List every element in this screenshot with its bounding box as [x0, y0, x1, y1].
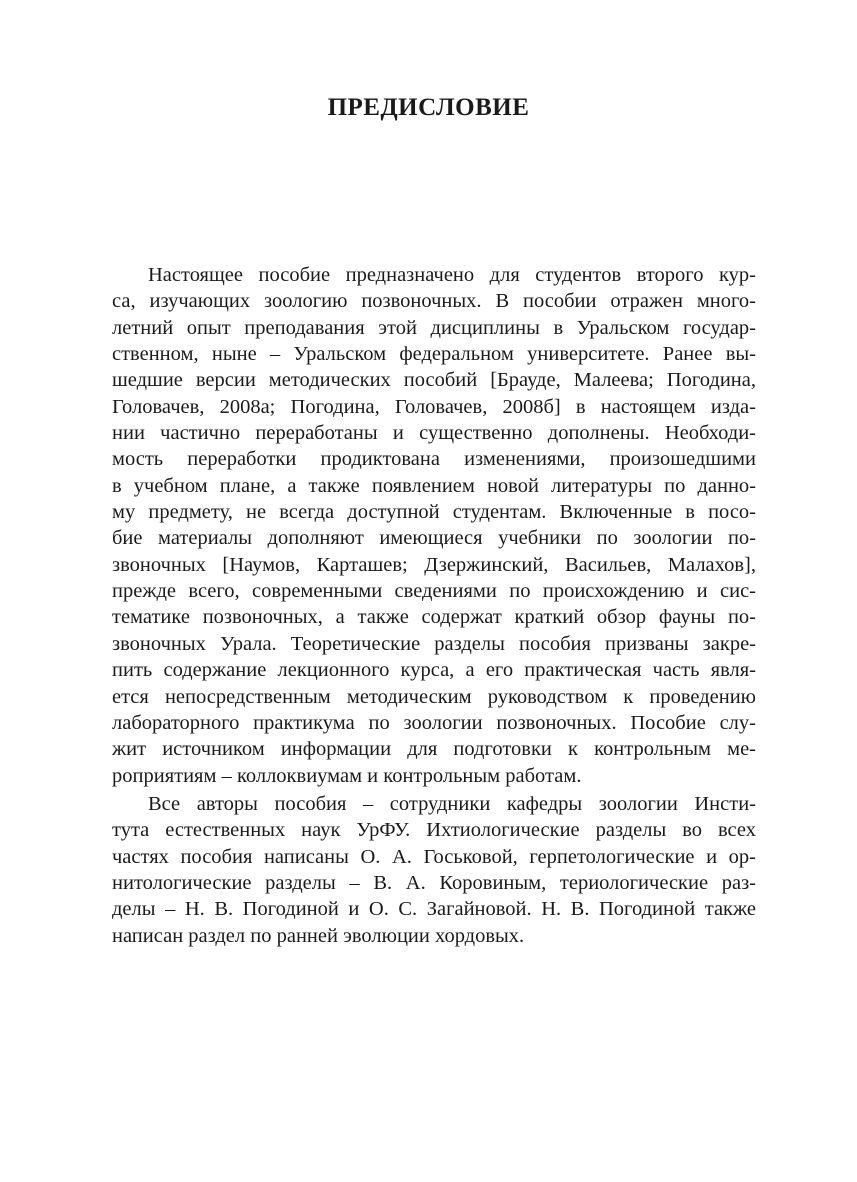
- text-line: мость переработки продиктована изменениями, произошедшими: [112, 448, 756, 471]
- text-line: ственном, ныне – Уральском федеральном университете. Ранее вы-: [112, 343, 756, 366]
- text-line: са, изучающих зоологию позвоночных. В пособии отражен много-: [112, 290, 756, 313]
- paragraph: [112, 262, 756, 789]
- text-line: тута естественных наук УрФУ. Ихтиологические разделы во всех: [112, 819, 756, 842]
- preface-body: [112, 262, 756, 949]
- text-line: роприятиям – коллоквиумам и контрольным работам.: [112, 764, 582, 787]
- text-line: звоночных Урала. Теоретические разделы пособия призваны закре-: [112, 632, 756, 655]
- text-line: написан раздел по ранней эволюции хордовых.: [112, 924, 525, 947]
- text-line: нии частично переработаны и существенно дополнены. Необходи-: [112, 422, 756, 445]
- paragraph: [112, 791, 756, 949]
- text-line: жит источником информации для подготовки к контрольным ме-: [112, 738, 756, 761]
- text-line: лабораторного практикума по зоологии позвоночных. Пособие слу-: [112, 711, 756, 734]
- text-line: Все авторы пособия – сотрудники кафедры зоологии Инсти-: [148, 792, 756, 815]
- text-line: Настоящее пособие предназначено для студентов второго кур-: [148, 264, 756, 286]
- text-line: ется непосредственным методическим руководством к проведению: [112, 685, 756, 708]
- text-line: Головачев, 2008а; Погодина, Головачев, 2008б] в настоящем изда-: [112, 395, 756, 418]
- text-line: прежде всего, современными сведениями по происхождению и сис-: [112, 580, 756, 603]
- text-line: пить содержание лекционного курса, а его практическая часть явля-: [112, 659, 756, 682]
- text-line: летний опыт преподавания этой дисциплины в Уральском государ-: [112, 316, 756, 339]
- text-line: частях пособия написаны О. А. Госьковой, герпетологические и ор-: [112, 845, 756, 868]
- text-line: в учебном плане, а также появлением новой литературы по данно-: [112, 474, 756, 497]
- text-line: бие материалы дополняют имеющиеся учебники по зоологии по-: [112, 527, 756, 550]
- text-line: нитологические разделы – В. А. Коровиным, териологические раз-: [112, 871, 756, 894]
- text-line: шедшие версии методических пособий [Брауде, Малеева; Погодина,: [112, 369, 756, 392]
- page-title: ПРЕДИСЛОВИЕ: [327, 94, 530, 121]
- text-line: му предмету, не всегда доступной студентам. Включенные в посо-: [112, 501, 756, 524]
- text-line: звоночных [Наумов, Карташев; Дзержинский, Васильев, Малахов],: [112, 553, 756, 576]
- text-line: тематике позвоночных, а также содержат краткий обзор фауны по-: [112, 606, 756, 629]
- text-line: делы – Н. В. Погодиной и О. С. Загайновой. Н. В. Погодиной также: [112, 898, 756, 921]
